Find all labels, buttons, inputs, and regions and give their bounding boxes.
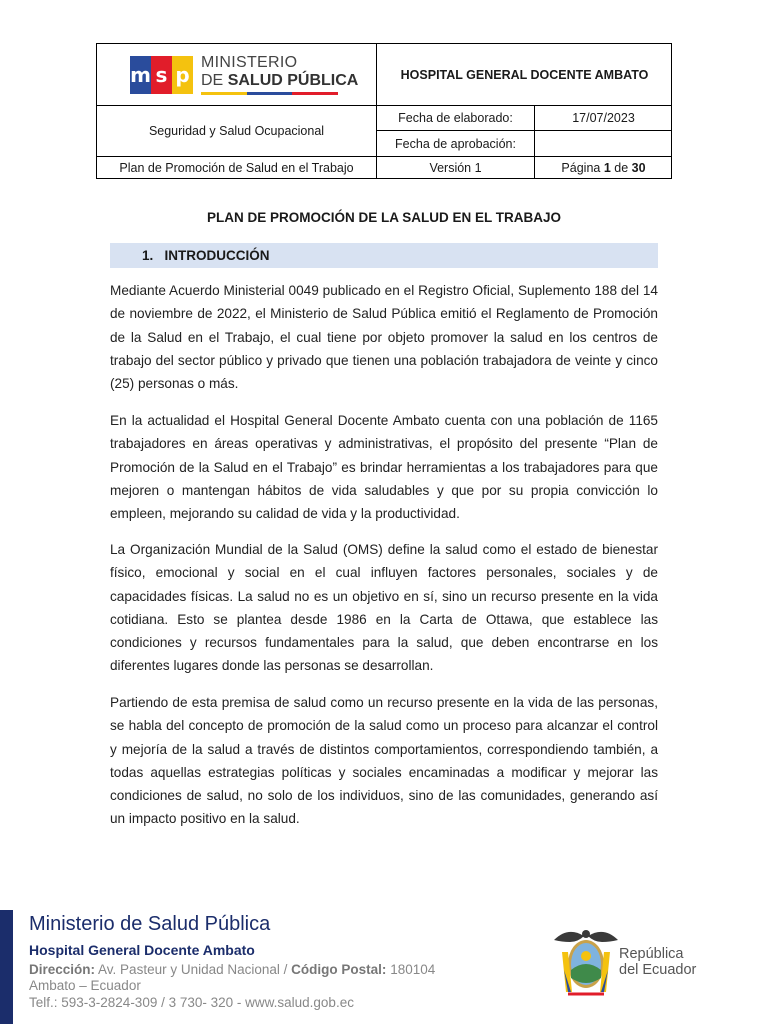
paragraph-2: En la actualidad el Hospital General Docente Ambato cuenta con una población de 1165 trabajadores en áreas operativas y administrativas, el propósito del presente “Plan de Promoción de la Salud en el Trabajo” es brindar herramientas a los trabajadores para que mejoren o mantengan hábitos de vida saludables y que por su propia convicción lo empleen, mejorando su calidad de vida y la productividad.: [110, 413, 658, 522]
footer-address: Dirección: Av. Pasteur y Unidad Nacional / Código Postal: 180104: [29, 962, 436, 977]
document-title: PLAN DE PROMOCIÓN DE LA SALUD EN EL TRABAJO: [206, 210, 562, 225]
section-number: 1.: [142, 248, 154, 263]
page-number: Página 1 de 30: [534, 156, 672, 179]
footer-accent-bar: [0, 910, 13, 1024]
hospital-name: HOSPITAL GENERAL DOCENTE AMBATO: [376, 44, 672, 105]
fecha-elaborado-value: 17/07/2023: [534, 105, 672, 130]
paragraph-1: Mediante Acuerdo Ministerial 0049 publicado en el Registro Oficial, Suplemento 188 del 14 de noviembre de 2022, el Ministerio de Salud Pública emitió el Reglamento de Promoción de la Salud en el Trabajo, el cual tiene por objeto promover la salud en los centros de trabajo del sector público y privado que tienen una población trabajadora de veinte y cinco (25) personas o más.: [110, 283, 658, 392]
department: Seguridad y Salud Ocupacional: [97, 105, 376, 156]
section-title: INTRODUCCIÓN: [164, 248, 270, 263]
footer-city: Ambato – Ecuador: [29, 978, 141, 993]
msp-logo-icon: m s p: [130, 56, 193, 94]
footer-contact: Telf.: 593-3-2824-309 / 3 730- 320 - www.salud.gob.ec: [29, 995, 354, 1010]
plan-name: Plan de Promoción de Salud en el Trabajo: [97, 156, 376, 179]
version: Versión 1: [376, 156, 534, 179]
logo-line1: MINISTERIO: [201, 54, 298, 71]
logo-underline: [201, 92, 338, 95]
republica-del-ecuador: República del Ecuador: [619, 946, 697, 978]
fecha-aprobacion-value: [534, 130, 672, 156]
fecha-aprobacion-label: Fecha de aprobación:: [376, 130, 534, 156]
paragraph-4: Partiendo de esta premisa de salud como un recurso presente en la vida de las personas, se habla del concepto de promoción de la salud como un proceso para alcanzar el control y mejoría de la salud a través de distintos comportamientos, correspondiendo también, a todas aquellas estrategias políticas y sociales encaminadas a modificar y mejorar las condiciones de salud, no solo de los individuos, sino de las comunidades, generando así un impacto positivo en la salud.: [110, 695, 658, 827]
footer-ministry: Ministerio de Salud Pública: [29, 913, 271, 935]
ministry-logo: [97, 44, 376, 105]
footer-hospital: Hospital General Docente Ambato: [29, 942, 255, 958]
fecha-elaborado-label: Fecha de elaborado:: [376, 105, 534, 130]
logo-line2: DE SALUD PÚBLICA: [201, 72, 359, 89]
section-heading: [110, 243, 658, 268]
header-table: [96, 43, 672, 179]
paragraph-3: La Organización Mundial de la Salud (OMS) define la salud como el estado de bienestar físico, emocional y social en el cual influyen factores personales, sociales y de capacidades físicas. La salud no es un objetivo en sí, sino un recurso presente en la vida cotidiana. Esto se plantea desde 1986 en la Carta de Ottawa, que establece las condiciones y recursos fundamentales para la salud, que deben encontrarse en los diferentes lugares donde las personas se desarrollan.: [110, 542, 658, 674]
